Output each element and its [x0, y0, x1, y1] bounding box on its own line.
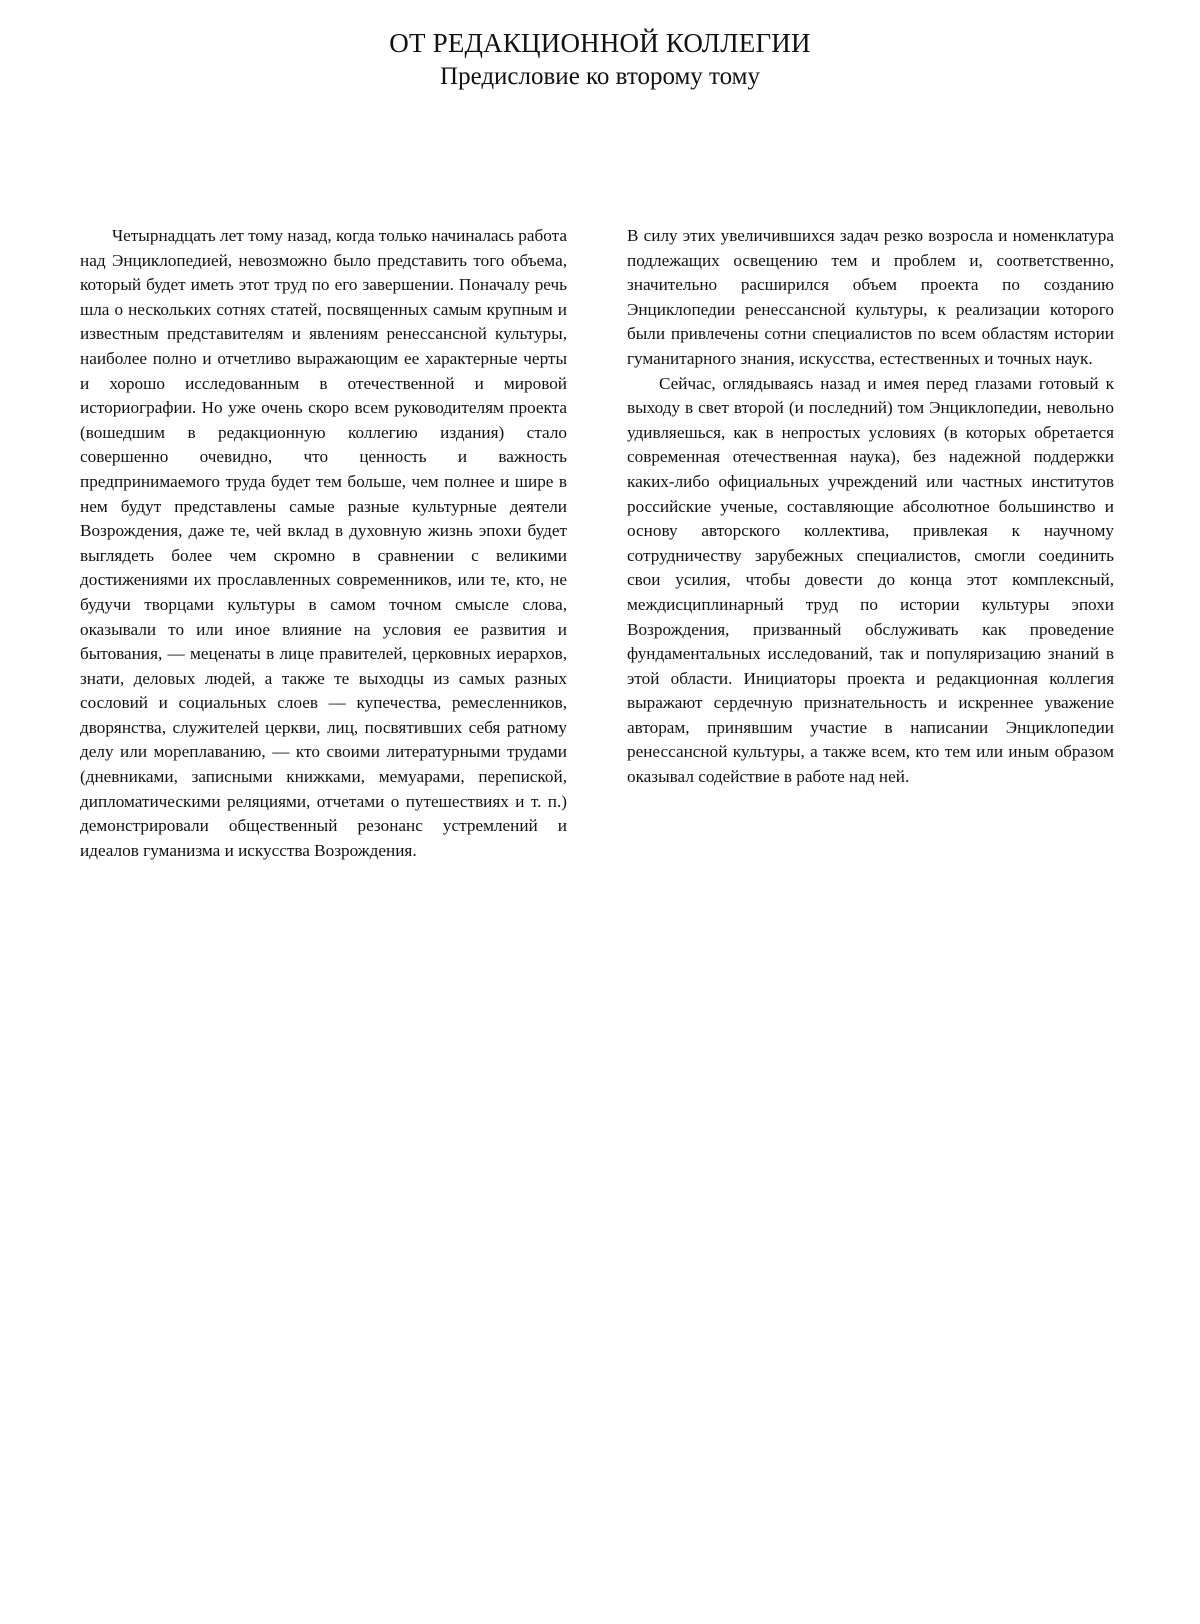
- left-column: [80, 224, 567, 863]
- paragraph-1: Четырнадцать лет тому назад, когда только начиналась работа над Энциклопедией, невозможно было представить того объема, который будет иметь этот труд по его завершении. Поначалу речь шла о нескольких сотнях статей, посвященных самым крупным и известным представителям и явлениям ренессансной культуры, наиболее полно и отчетливо выражающим ее характерные черты и хорошо исследованным в отечественной и мировой историографии. Но уже очень скоро всем руководителям проекта (вошедшим в редакционную коллегию издания) стало совершенно очевидно, что ценность и важность предпринимаемого труда будет тем больше, чем полнее и шире в нем будут представлены самые разные культурные деятели Возрождения, даже те, чей вклад в духовную жизнь эпохи будет выглядеть более чем скромно в сравнении с великими достижениями их прославленных современников, или те, кто, не будучи творцами культуры в самом точном смысле слова, оказывали то или иное влияние на условия ее развития и бытования, — меценаты в лице правителей, церковных иерархов, знати, деловых людей, а также те выходцы из самых разных сословий и социальных слоев — купечества, ремесленников, дворянства, служителей церкви, лиц, посвятивших себя ратному делу или мореплаванию, — кто своими литературными трудами (дневниками, записными книжками, мемуарами, перепиской, дипломатическими реляциями, отчетами о путешествиях и т. п.) демонстрировали общественный резонанс устремлений и идеалов гуманизма и искусства Возрождения.: [80, 226, 567, 860]
- text-columns: [80, 224, 1114, 863]
- right-column: [627, 224, 1114, 863]
- page-header: [0, 26, 1200, 94]
- paragraph-2: Сейчас, оглядываясь назад и имея перед глазами готовый к выходу в свет второй (и последний) том Энциклопедии, невольно удивляешься, как в непростых условиях (в которых обретается современная отечественная наука), без надежной поддержки каких-либо официальных учреждений или частных институтов российские ученые, составляющие абсолютное большинство и основу авторского коллектива, привлекая к научному сотрудничеству зарубежных специалистов, смогли соединить свои усилия, чтобы довести до конца этот комплексный, междисциплинарный труд по истории культуры эпохи Возрождения, призванный обслуживать как проведение фундаментальных исследований, так и популяризацию знаний в этой области. Инициаторы проекта и редакционная коллегия выражают сердечную признательность и искреннее уважение авторам, принявшим участие в написании Энциклопедии ренессансной культуры, а также всем, кто тем или иным образом оказывал содействие в работе над ней.: [627, 373, 1114, 787]
- paragraph-1-continuation: В силу этих увеличившихся задач резко возросла и номенклатура подлежащих освещению тем и проблем и, соответственно, значительно расширился объем проекта по созданию Энциклопедии ренессансной культуры, к реализации которого были привлечены сотни специалистов по всем областям истории гуманитарного знания, искусства, естественных и точных наук.: [627, 226, 1114, 368]
- page-title: ОТ РЕДАКЦИОННОЙ КОЛЛЕГИИ: [389, 28, 811, 58]
- page-subtitle: Предисловие ко второму тому: [440, 63, 760, 90]
